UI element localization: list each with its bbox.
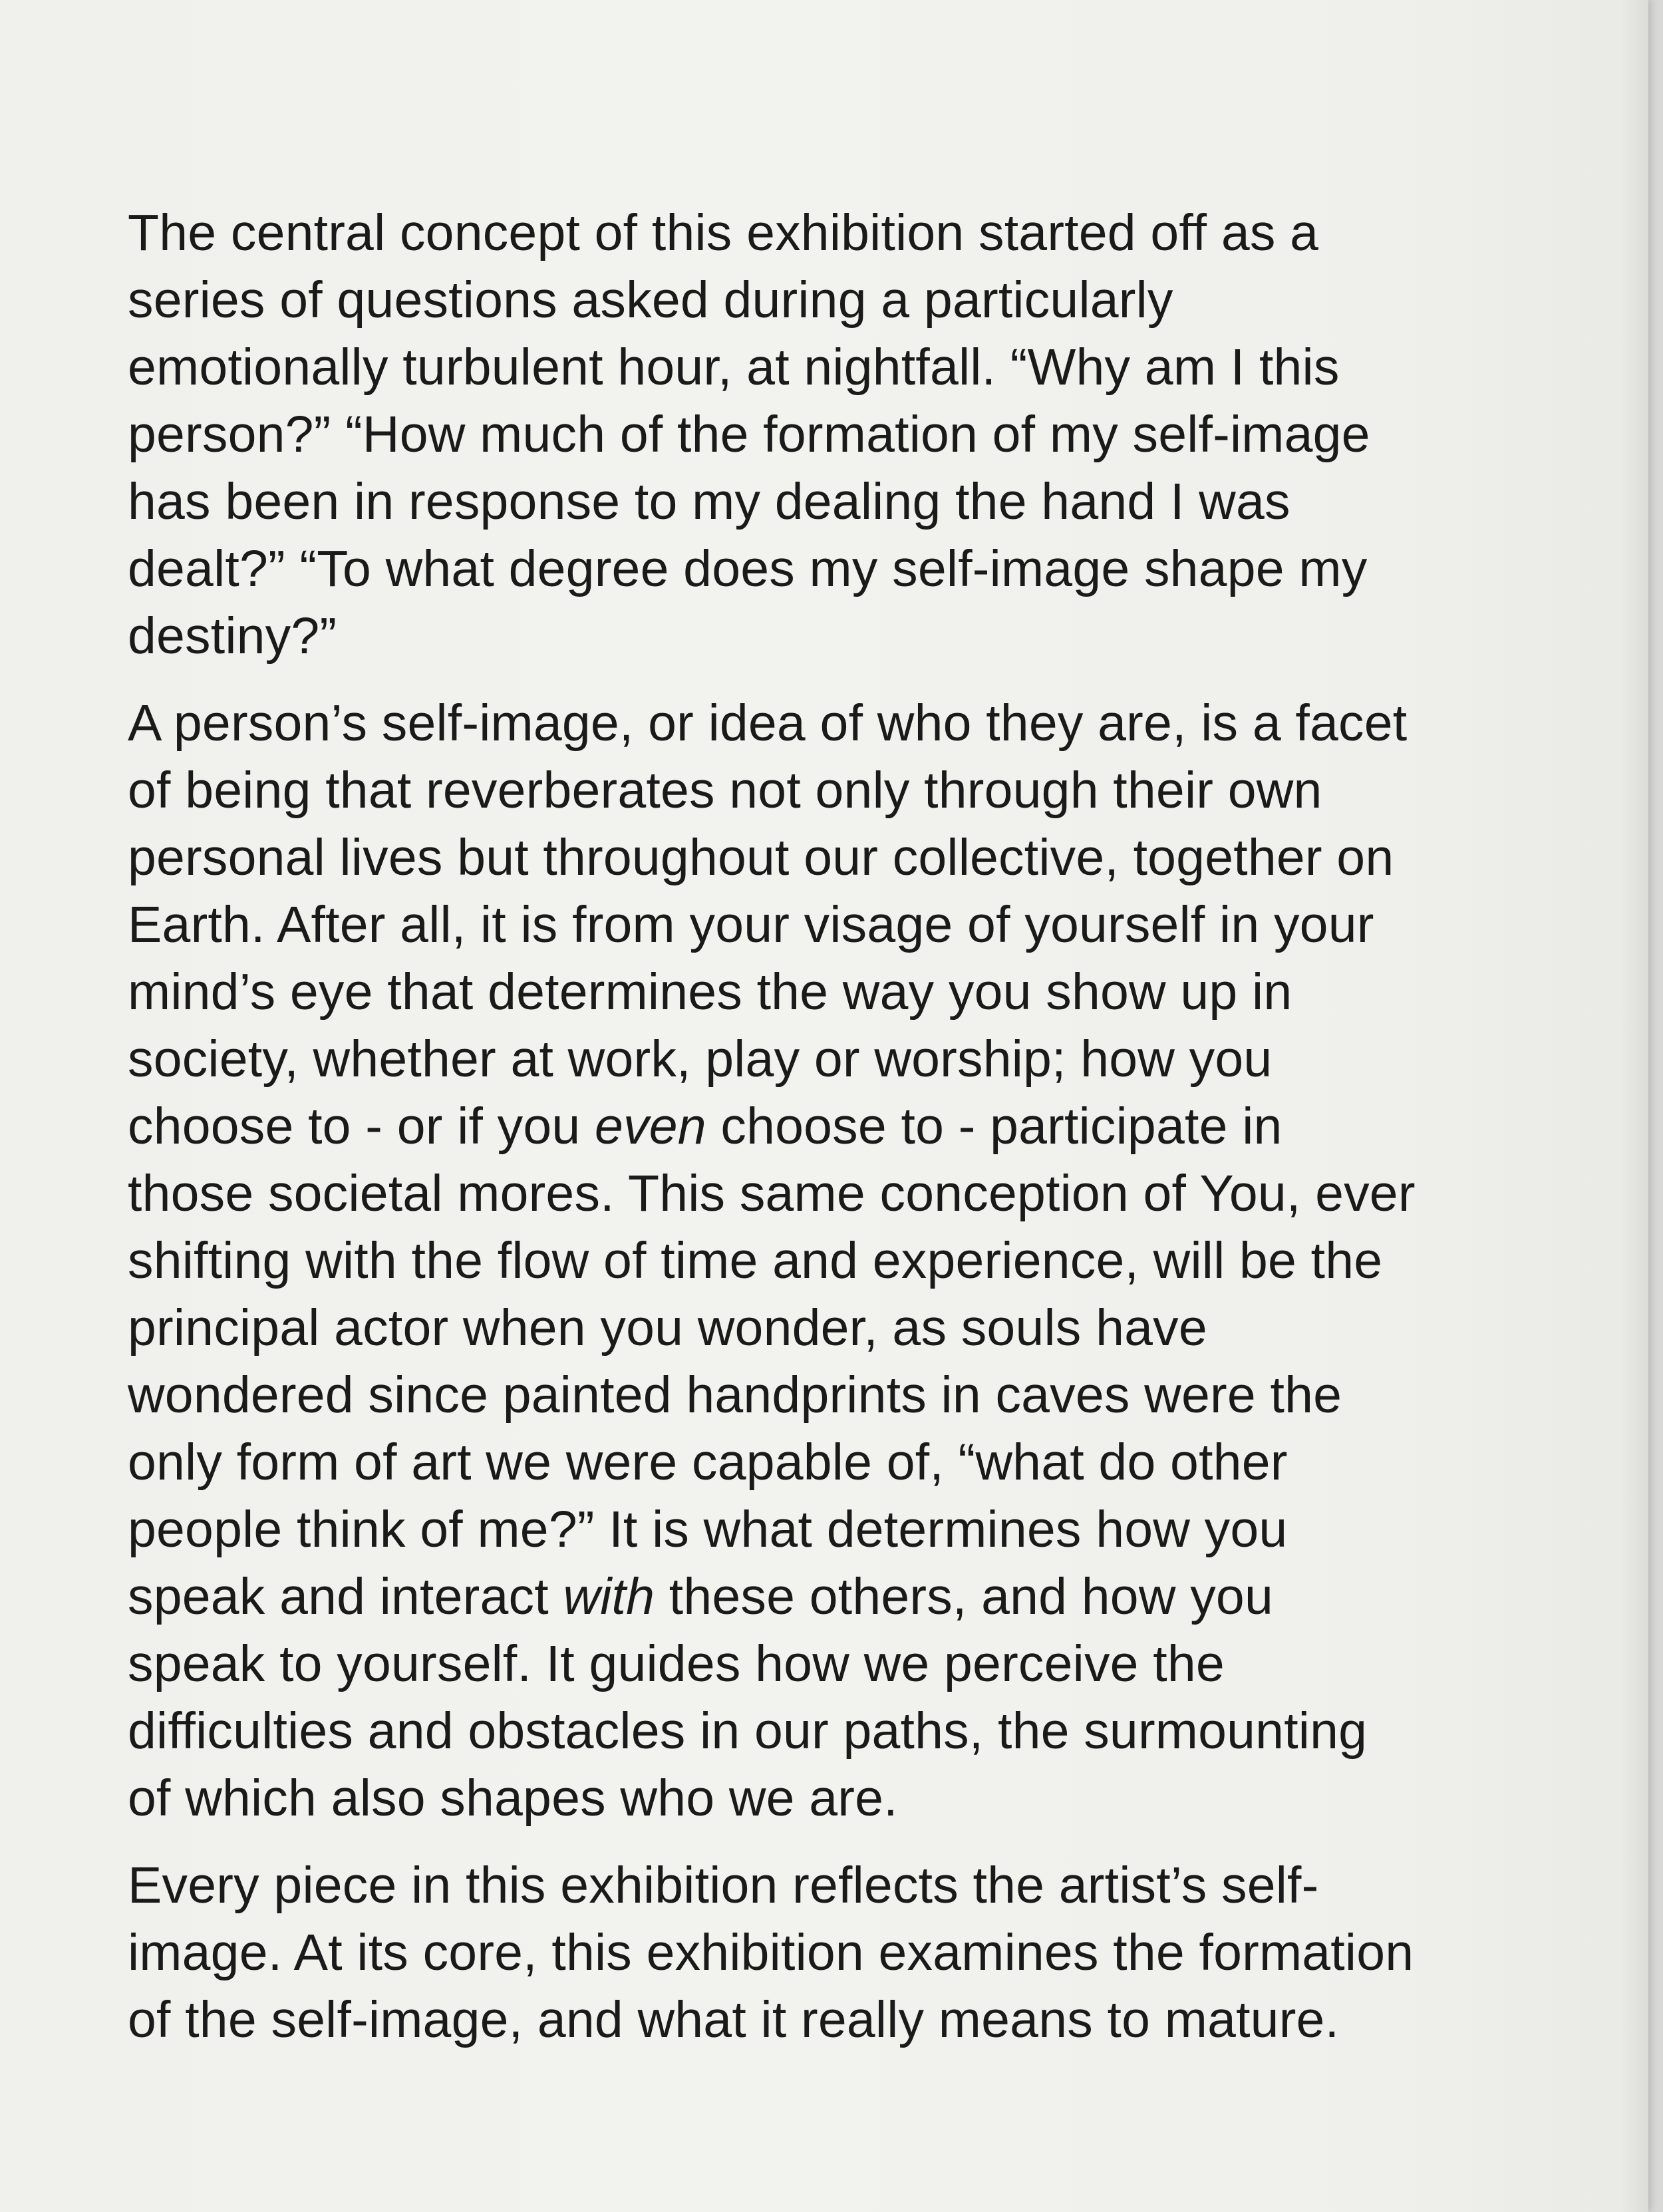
text-line: emotionally turbulent hour, at nightfall. “Why am I this (128, 339, 1340, 396)
text-line: those societal mores. This same conception of You, ever (128, 1165, 1416, 1222)
paragraph-2 (128, 690, 1551, 1832)
text-line (128, 1093, 1551, 1160)
text-line (128, 1563, 1551, 1631)
paragraph-3 (128, 1852, 1551, 2054)
text-line: has been in response to my dealing the hand I was (128, 473, 1290, 530)
text-line: personal lives but throughout our collective, together on (128, 829, 1394, 886)
emphasis-even: even (595, 1098, 706, 1155)
paragraph-1 (128, 200, 1551, 670)
emphasis-with: with (563, 1568, 655, 1625)
text-line: of being that reverberates not only through their own (128, 762, 1322, 819)
text-line: wondered since painted handprints in caves were the (128, 1366, 1342, 1424)
text-line: of which also shapes who we are. (128, 1770, 898, 1827)
text-line: difficulties and obstacles in our paths, the surmounting (128, 1702, 1368, 1760)
text-segment: these others, and how you (655, 1568, 1273, 1625)
text-segment: choose to - participate in (706, 1098, 1283, 1155)
text-line: speak to yourself. It guides how we perceive the (128, 1635, 1225, 1692)
text-line: A person’s self-image, or idea of who they are, is a facet (128, 695, 1408, 752)
text-line: Earth. After all, it is from your visage of yourself in your (128, 896, 1374, 953)
text-line: series of questions asked during a particularly (128, 271, 1173, 329)
text-line: only form of art we were capable of, “what do other (128, 1434, 1288, 1491)
text-line: of the self-image, and what it really means to mature. (128, 1991, 1340, 2048)
text-line: principal actor when you wonder, as souls have (128, 1299, 1207, 1356)
text-line: person?” “How much of the formation of my self-image (128, 406, 1370, 463)
text-line: shifting with the flow of time and experience, will be the (128, 1232, 1383, 1289)
text-line: dealt?” “To what degree does my self-image shape my (128, 540, 1368, 597)
text-line: destiny?” (128, 607, 337, 665)
text-line: people think of me?” It is what determines how you (128, 1501, 1288, 1558)
text-line: society, whether at work, play or worship; how you (128, 1030, 1273, 1088)
text-line: image. At its core, this exhibition examines the formation (128, 1924, 1414, 1981)
text-line: mind’s eye that determines the way you show up in (128, 963, 1292, 1021)
text-line: Every piece in this exhibition reflects the artist’s self- (128, 1857, 1319, 1914)
text-segment: choose to - or if you (128, 1098, 595, 1155)
text-line: The central concept of this exhibition started off as a (128, 204, 1319, 261)
text-segment: speak and interact (128, 1568, 563, 1625)
exhibition-text (128, 200, 1551, 2074)
